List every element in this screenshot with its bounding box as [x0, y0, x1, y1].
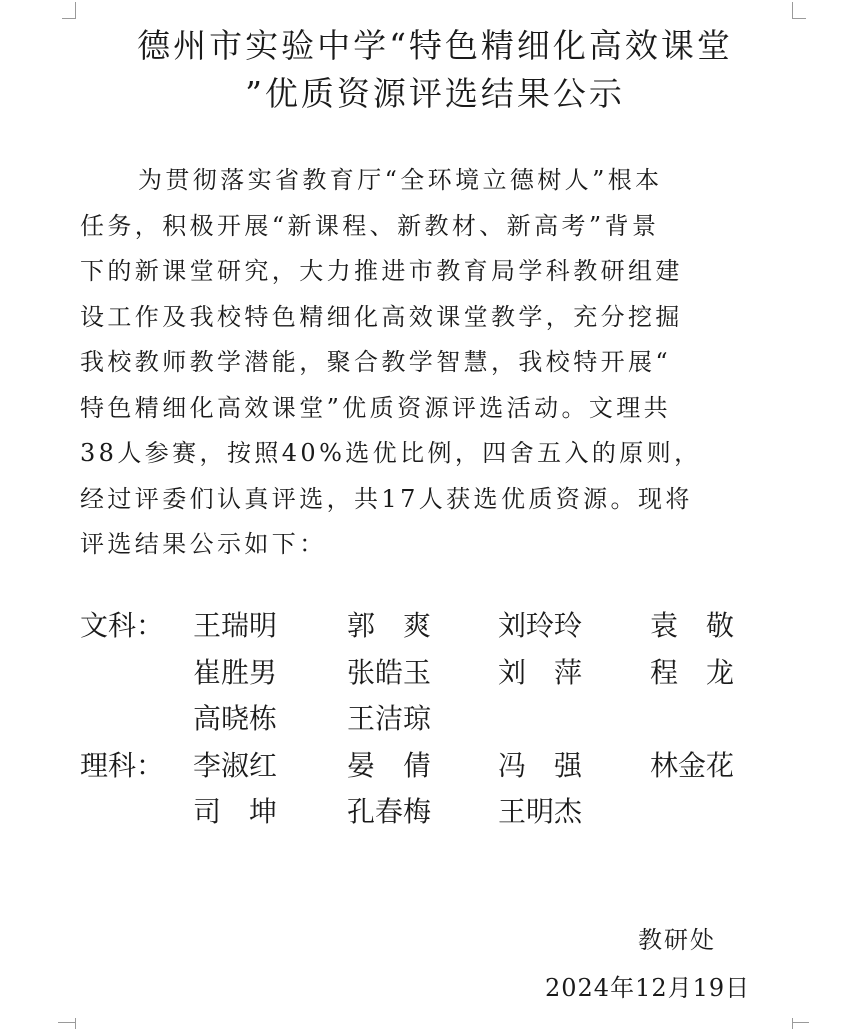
winner-name: 刘 萍: [498, 655, 583, 689]
winner-name: 袁 敬: [650, 609, 735, 642]
liberal-arts-label: 文科：: [80, 609, 165, 642]
document-title: [60, 22, 810, 118]
crop-mark-top-left: [75, 2, 76, 18]
title-line-1: 德州市实验中学“特色精细化高效课堂: [137, 26, 733, 65]
winner-name: 司 坤: [193, 795, 278, 828]
winner-name: 郭 爽: [347, 609, 432, 642]
winner-name: 冯 强: [498, 748, 583, 782]
science-label: 理科：: [80, 748, 165, 782]
body-line: 我校教师教学潜能，聚合教学智慧，我校特开展“: [80, 348, 672, 376]
winner-name: 刘玲玲: [498, 609, 583, 642]
body-paragraph: [80, 158, 800, 568]
winner-name: 王明杰: [498, 795, 583, 828]
crop-mark-top-left-h: [62, 18, 76, 19]
crop-mark-bottom-right: [792, 1018, 793, 1029]
winner-name: 王洁琼: [347, 702, 432, 735]
body-line: 特色精细化高效课堂”优质资源评选活动。文理共: [80, 393, 672, 422]
winner-name: 孔春梅: [347, 795, 432, 828]
body-line: 经过评委们认真评选，共17人获选优质资源。现将: [80, 484, 693, 513]
body-line: 下的新课堂研究，大力推进市教育局学科教研组建: [80, 257, 683, 285]
crop-mark-bottom-left-h: [58, 1022, 75, 1023]
body-line: 38人参赛，按照40%选优比例，四舍五入的原则，: [80, 439, 702, 467]
winner-name: 林金花: [650, 748, 735, 782]
winner-name: 晏 倩: [347, 748, 432, 782]
crop-mark-bottom-left: [75, 1018, 76, 1029]
signature-date: 2024年12月19日: [545, 974, 751, 1002]
body-line: 评选结果公示如下：: [80, 530, 327, 558]
winner-name: 李淑红: [193, 748, 278, 782]
winner-name: 张皓玉: [347, 655, 432, 689]
crop-mark-top-right-h: [792, 18, 806, 19]
body-line: 为贯彻落实省教育厅“全环境立德树人”根本: [138, 166, 663, 194]
body-line: 设工作及我校特色精细化高效课堂教学，充分挖掘: [80, 302, 683, 331]
winner-name: 崔胜男: [193, 655, 278, 689]
signature-department: 教研处: [638, 926, 716, 954]
winner-name: 王瑞明: [193, 609, 278, 642]
winner-name: 程 龙: [650, 655, 735, 689]
crop-mark-top-right: [792, 2, 793, 18]
title-line-2: ”优质资源评选结果公示: [245, 74, 625, 113]
body-line: 任务，积极开展“新课程、新教材、新高考”背景: [80, 211, 660, 240]
crop-mark-bottom-right-h: [792, 1022, 809, 1023]
winner-name: 高晓栋: [193, 702, 278, 735]
